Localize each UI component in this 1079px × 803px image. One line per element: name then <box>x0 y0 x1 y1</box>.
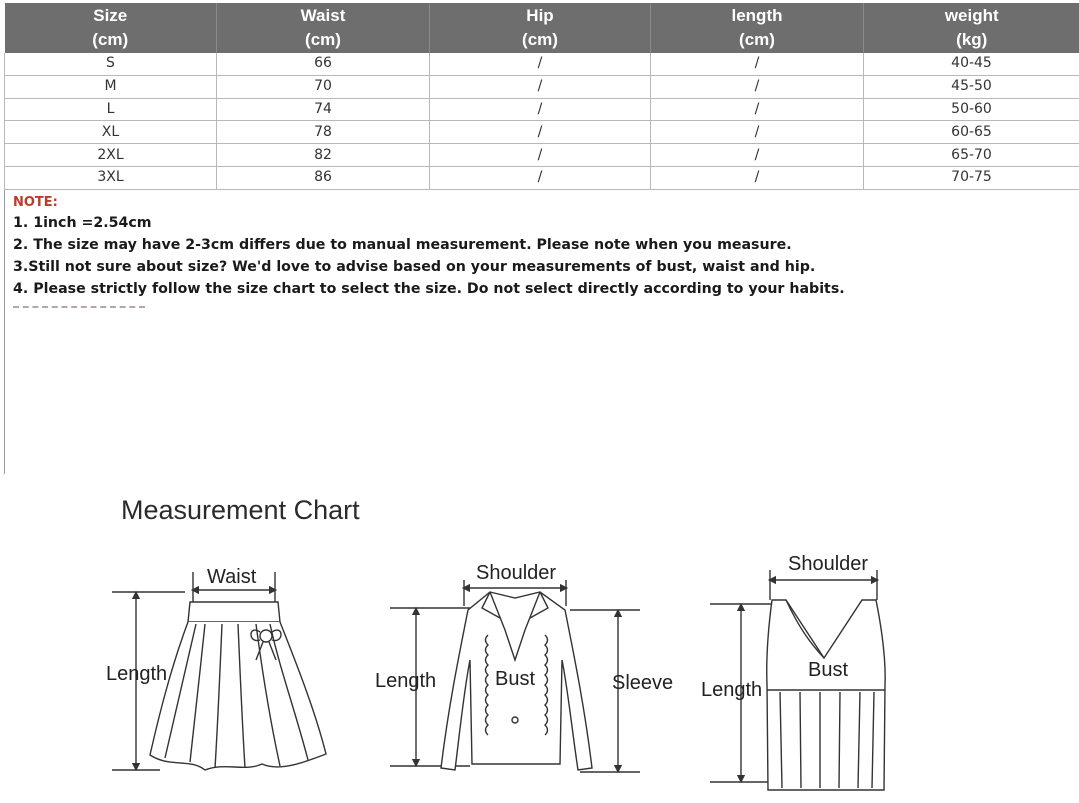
cell-length: / <box>651 166 864 189</box>
cell-size: M <box>5 75 217 98</box>
header-weight: weight (kg) <box>864 3 1079 53</box>
cell-length: / <box>651 144 864 167</box>
jacket-bust-label: Bust <box>495 668 536 690</box>
cell-weight: 50-60 <box>864 98 1079 121</box>
cell-length: / <box>651 121 864 144</box>
table-row <box>5 166 1079 189</box>
cell-hip: / <box>430 53 651 75</box>
cell-waist: 86 <box>217 166 430 189</box>
jacket-shoulder-label: Shoulder <box>476 562 557 584</box>
note-line-2: 2. The size may have 2-3cm differs due to manual measurement. Please note when you measure. <box>13 237 792 253</box>
cell-size: XL <box>5 121 217 144</box>
cell-weight: 60-65 <box>864 121 1079 144</box>
cell-size: 3XL <box>5 166 217 189</box>
header-size: Size (cm) <box>5 3 217 53</box>
header-hip: Hip (cm) <box>430 3 651 53</box>
table-row <box>5 75 1079 98</box>
frame-divider <box>4 190 5 474</box>
cell-size: 2XL <box>5 144 217 167</box>
cell-hip: / <box>430 121 651 144</box>
note-line-4: 4. Please strictly follow the size chart to select the size. Do not select directly according to your habits. <box>13 281 845 297</box>
cell-weight: 45-50 <box>864 75 1079 98</box>
cell-weight: 65-70 <box>864 144 1079 167</box>
cell-waist: 74 <box>217 98 430 121</box>
measurement-chart-title: Measurement Chart <box>121 495 360 525</box>
cell-size: S <box>5 53 217 75</box>
cell-waist: 78 <box>217 121 430 144</box>
dashed-divider <box>13 306 145 308</box>
header-waist: Waist (cm) <box>217 3 430 53</box>
cell-weight: 40-45 <box>864 53 1079 75</box>
cell-hip: / <box>430 75 651 98</box>
cell-size: L <box>5 98 217 121</box>
cell-waist: 82 <box>217 144 430 167</box>
jacket-length-label: Length <box>375 670 437 692</box>
table-row <box>5 98 1079 121</box>
table-header-row <box>5 3 1079 53</box>
table-row <box>5 121 1079 144</box>
cell-waist: 66 <box>217 53 430 75</box>
cell-hip: / <box>430 98 651 121</box>
cell-hip: / <box>430 166 651 189</box>
skirt-waist-label: Waist <box>207 566 257 588</box>
notes-block <box>13 194 1073 300</box>
cell-length: / <box>651 75 864 98</box>
cell-hip: / <box>430 144 651 167</box>
size-table <box>4 3 1079 190</box>
tank-shoulder-label: Shoulder <box>788 553 869 575</box>
cell-waist: 70 <box>217 75 430 98</box>
note-line-3: 3.Still not sure about size? We'd love to advise based on your measurements of bust, waist and hip. <box>13 259 816 275</box>
header-length: length (cm) <box>651 3 864 53</box>
table-row <box>5 144 1079 167</box>
measurement-chart <box>0 540 1079 803</box>
note-line-1: 1. 1inch =2.54cm <box>13 215 152 231</box>
cell-length: / <box>651 53 864 75</box>
tank-length-label: Length <box>701 679 763 701</box>
jacket-sleeve-label: Sleeve <box>612 672 674 694</box>
cell-weight: 70-75 <box>864 166 1079 189</box>
skirt-length-label: Length <box>106 663 168 685</box>
notes-title: NOTE: <box>13 195 58 210</box>
tank-bust-label: Bust <box>808 659 849 681</box>
table-row <box>5 53 1079 75</box>
cell-length: / <box>651 98 864 121</box>
